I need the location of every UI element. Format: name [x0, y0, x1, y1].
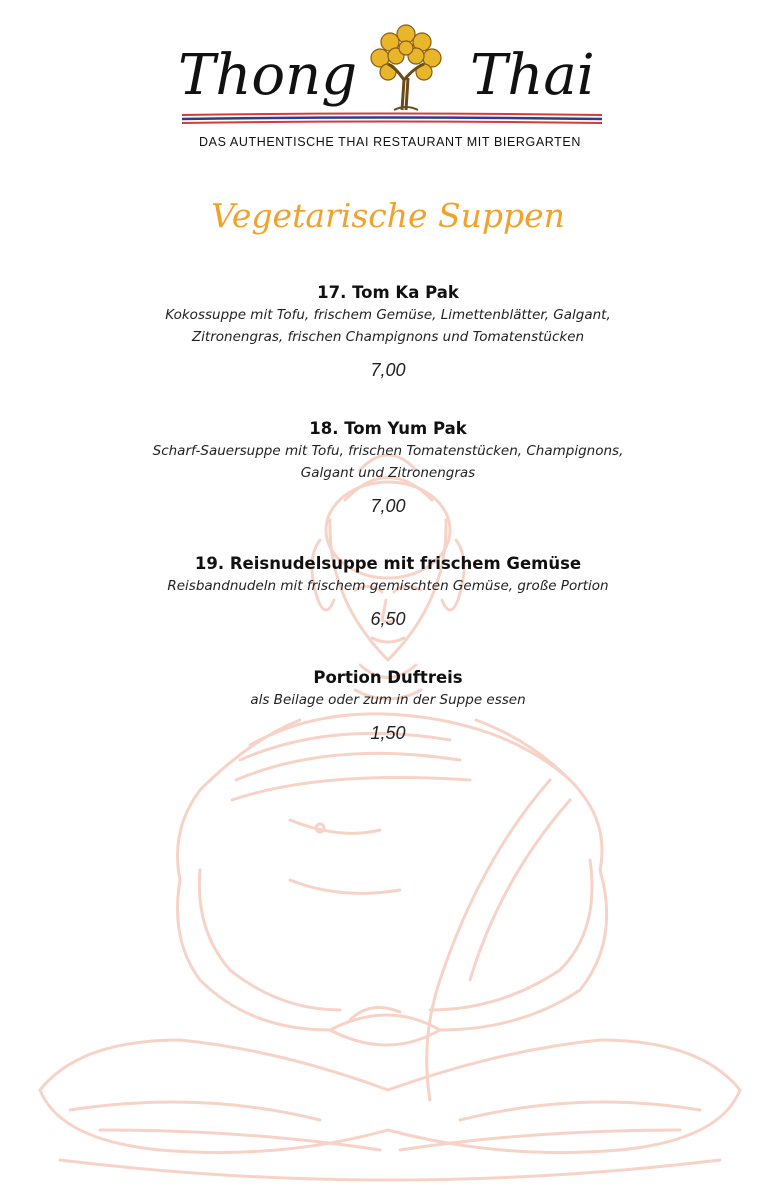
- logo-word-right: Thai: [470, 43, 595, 108]
- restaurant-logo: [170, 20, 610, 150]
- menu-item-price: 6,50: [370, 609, 406, 629]
- menu-item-description: als Beilage oder zum in der Suppe essen: [250, 692, 526, 708]
- menu-item-description: Zitronengras, frischen Champignons und Tomatenstücken: [191, 329, 585, 345]
- menu-item-description: Reisbandnudeln mit frischem gemischten Gemüse, große Portion: [167, 578, 609, 594]
- menu-item-description: Galgant und Zitronengras: [300, 465, 476, 481]
- menu-item: [40, 667, 736, 744]
- logo-word-left: Thong: [178, 43, 358, 108]
- menu-item-description: Scharf-Sauersuppe mit Tofu, frischen Tomatenstücken, Champignons,: [152, 443, 624, 459]
- tree-icon: [366, 20, 446, 112]
- menu-item: [40, 553, 736, 630]
- menu-item: [40, 418, 736, 517]
- menu-item-price: 7,00: [370, 496, 406, 516]
- section-title: Vegetarische Suppen: [211, 196, 565, 235]
- menu-item-price: 7,00: [370, 360, 406, 380]
- menu-item-description: Kokossuppe mit Tofu, frischem Gemüse, Limettenblätter, Galgant,: [165, 307, 611, 323]
- tagline: DAS AUTHENTISCHE THAI RESTAURANT MIT BIERGARTEN: [199, 135, 581, 149]
- menu-item: [40, 282, 736, 381]
- menu-item-price: 1,50: [370, 723, 406, 743]
- menu-item-name: 19. Reisnudelsuppe mit frischem Gemüse: [194, 554, 582, 573]
- menu-item-name: Portion Duftreis: [313, 668, 463, 687]
- menu-item-name: 17. Tom Ka Pak: [317, 283, 459, 302]
- menu-item-name: 18. Tom Yum Pak: [309, 419, 467, 438]
- logo-stripes: [182, 112, 602, 128]
